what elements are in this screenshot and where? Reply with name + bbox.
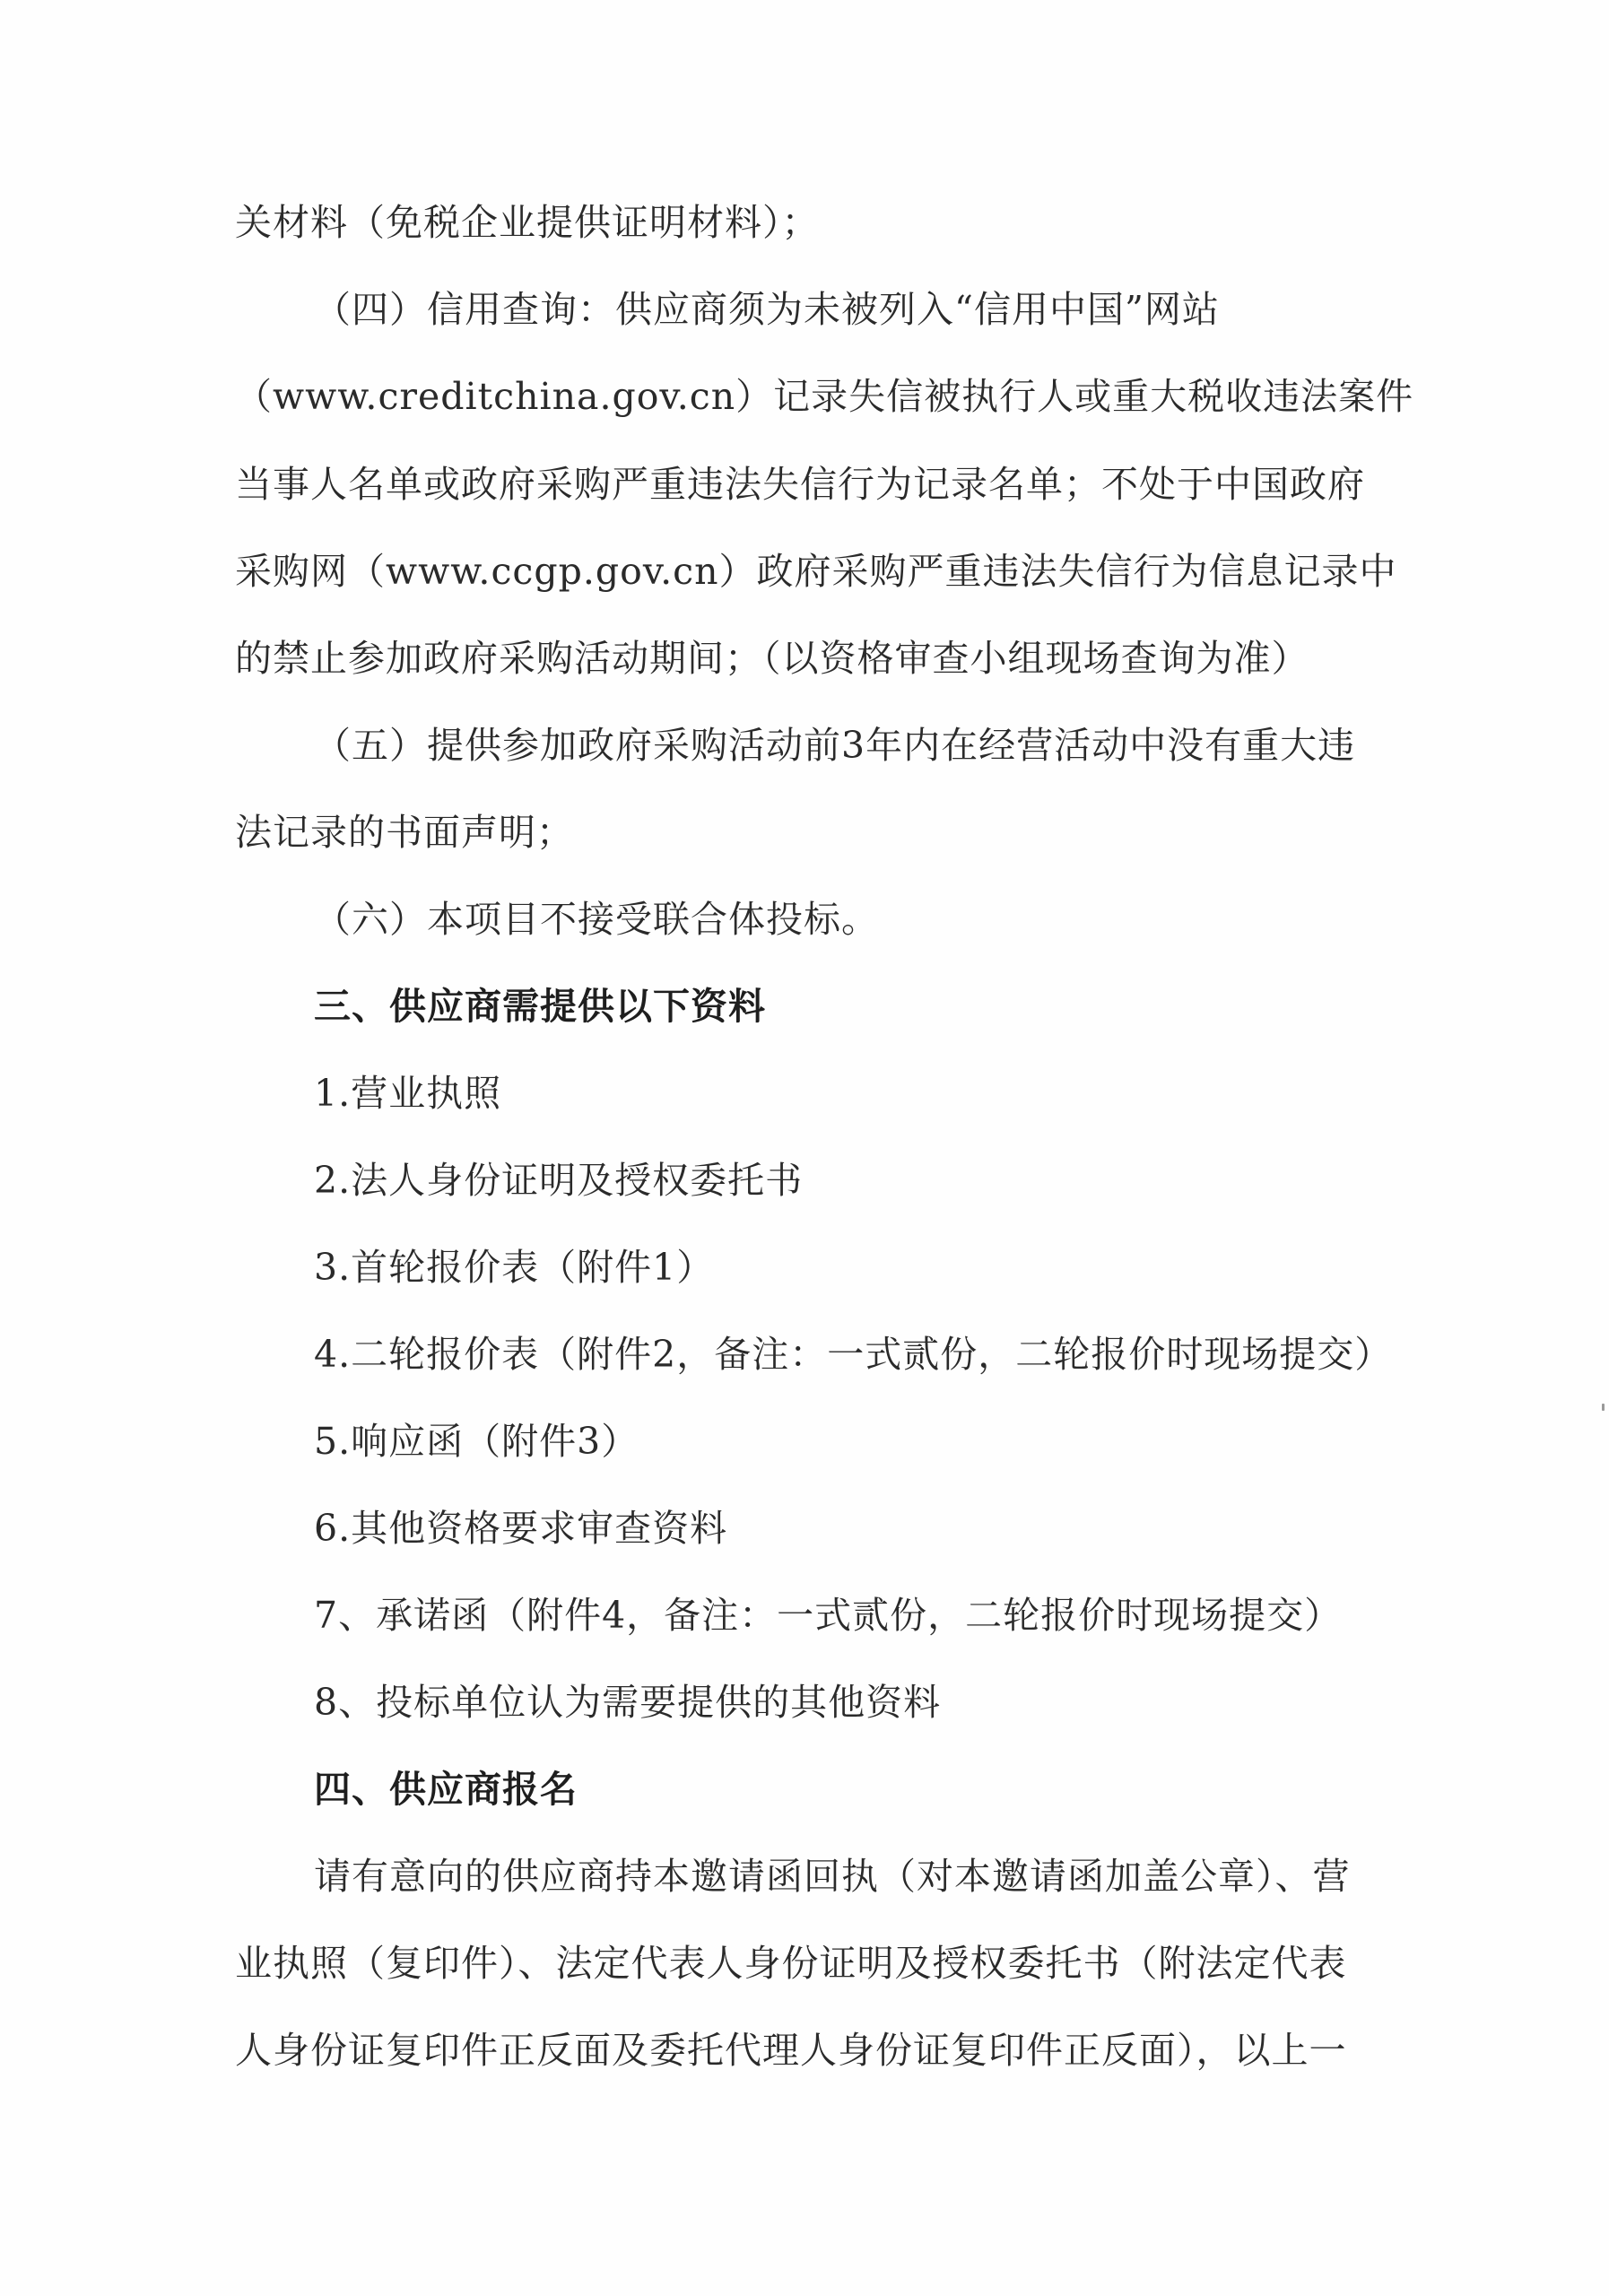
body-text-line: 的禁止参加政府采购活动期间；（以资格审查小组现场查询为准）	[235, 637, 1309, 680]
body-text-line: （四）信用查询：供应商须为未被列入“信用中国”网站	[314, 288, 1220, 331]
body-text-line: 关材料（免税企业提供证明材料）；	[235, 201, 820, 244]
section-heading: 四、供应商报名	[314, 1768, 578, 1811]
body-text-line: 业执照（复印件）、法定代表人身份证明及授权委托书（附法定代表	[235, 1942, 1347, 1985]
body-text-line: （www.creditchina.gov.cn）记录失信被执行人或重大税收违法案件	[235, 375, 1414, 418]
body-text-line: （六）本项目不接受联合体投标。	[314, 898, 879, 941]
body-text-line: 请有意向的供应商持本邀请函回执（对本邀请函加盖公章）、营	[314, 1855, 1351, 1898]
section-heading: 三、供应商需提供以下资料	[314, 985, 766, 1028]
scan-speck	[1602, 1404, 1605, 1411]
list-item: 5.响应函（附件3）	[314, 1420, 639, 1463]
list-item: 6.其他资格要求审查资料	[314, 1507, 728, 1550]
body-text-line: （五）提供参加政府采购活动前3年内在经营活动中没有重大违	[314, 724, 1356, 767]
list-item: 4.二轮报价表（附件2，备注：一式贰份，二轮报价时现场提交）	[314, 1333, 1393, 1376]
body-text-line: 当事人名单或政府采购严重违法失信行为记录名单；不处于中国政府	[235, 463, 1365, 506]
list-item: 7、承诺函（附件4，备注：一式贰份，二轮报价时现场提交）	[314, 1594, 1343, 1637]
body-text-line: 采购网（www.ccgp.gov.cn）政府采购严重违法失信行为信息记录中	[235, 550, 1397, 593]
list-item: 1.营业执照	[314, 1072, 502, 1115]
list-item: 8、投标单位认为需要提供的其他资料	[314, 1681, 942, 1724]
list-item: 3.首轮报价表（附件1）	[314, 1246, 715, 1289]
body-text-line: 人身份证复印件正反面及委托代理人身份证复印件正反面），以上一	[235, 2029, 1347, 2072]
body-text-line: 法记录的书面声明；	[235, 811, 574, 854]
list-item: 2.法人身份证明及授权委托书	[314, 1159, 804, 1202]
